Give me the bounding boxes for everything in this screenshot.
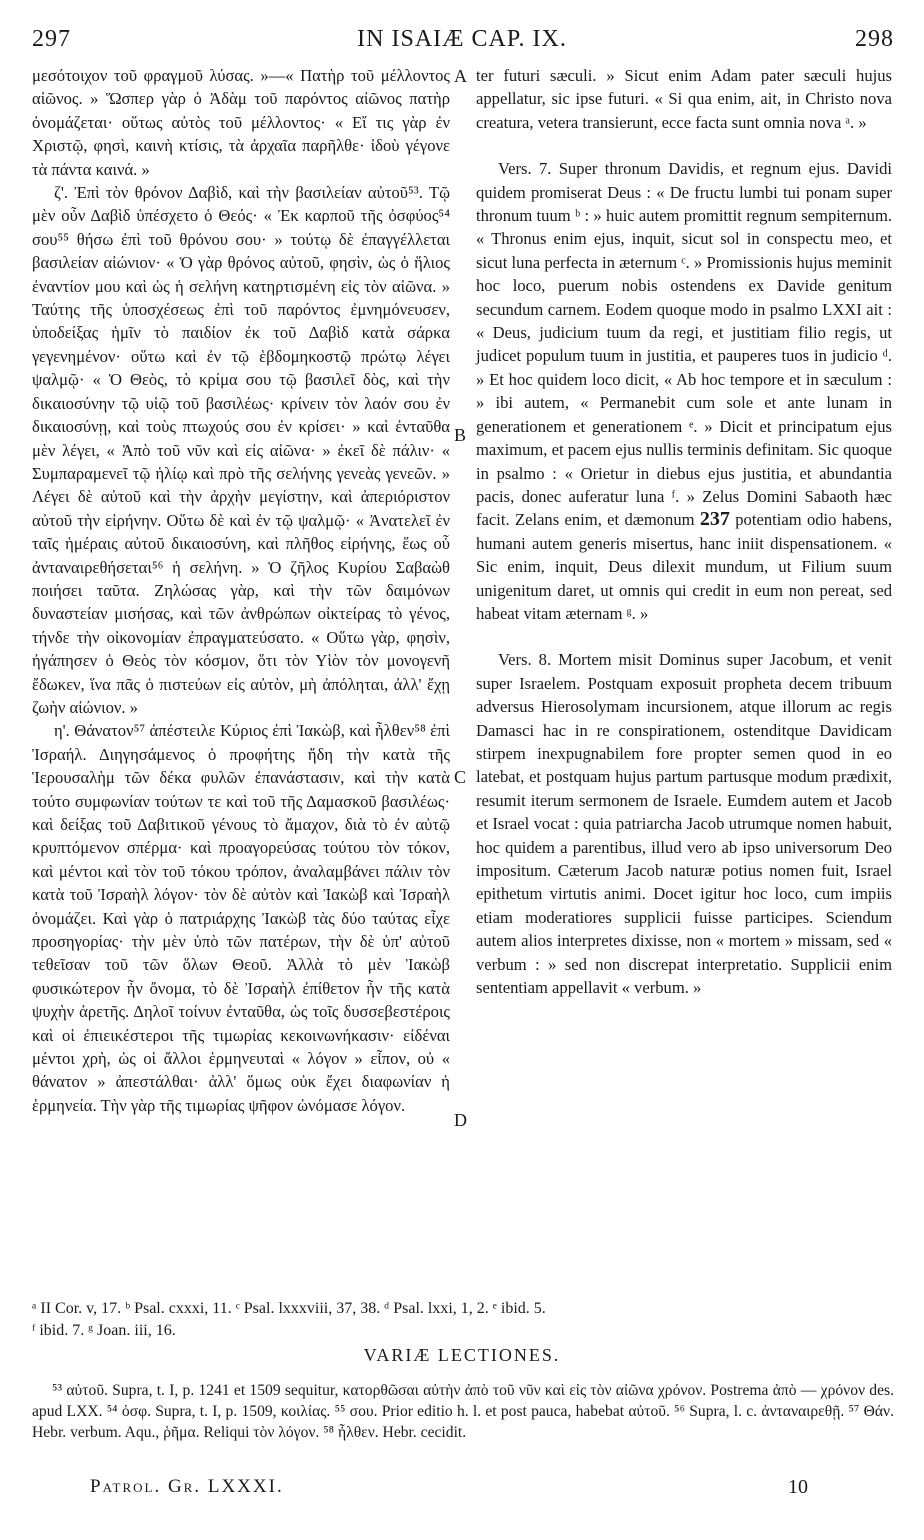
page-number-left: 297 (32, 26, 71, 52)
footer-sheet-number: 10 (788, 1476, 808, 1498)
footnote-line: ᵃ II Cor. v, 17. ᵇ Psal. cxxxi, 11. ᶜ Psal. lxxxviii, 37, 38. ᵈ Psal. lxxi, 1, 2. ᵉ ibid. 5. (32, 1300, 546, 1317)
latin-paragraph-vers7 (476, 157, 892, 625)
variae-text: ⁵³ αὐτοῦ. Supra, t. I, p. 1241 et 1509 sequitur, κατορθῶσαι αὐτὴν ἀπὸ τοῦ νῦν καὶ εἰς τὸν αἰῶνα χρόνον. Postrema ἀπὸ — χρόνον des. apud LXX. ⁵⁴ ὀσφ. Supra, t. I, p. 1509, κοιλίας. ⁵⁵ σου. Prior editio h. l. et post pauca, habebat αὐτοῦ. ⁵⁶ Supra, l. c. ἀνταναιρεθῇ. ⁵⁷ Θάν. Hebr. verbum. Aqu., ῥῆμα. Reliqui τὸν λόγον. ⁵⁸ ἦλθεν. Hebr. cecidit. (32, 1382, 894, 1441)
latin-column (476, 64, 892, 999)
margin-marker-c: C (454, 767, 467, 787)
greek-paragraph: ζ'. Ἐπὶ τὸν θρόνον Δαβὶδ, καὶ τὴν βασιλείαν αὐτοῦ⁵³. Τῷ μὲν οὖν Δαβὶδ ὑπέσχετο ὁ Θεός· « Ἐκ καρποῦ τῆς ὀσφύος⁵⁴ σου⁵⁵ θήσω ἐπὶ τοῦ θρόνου σου· » τούτῳ δὲ ἐπαγγέλλεται βασιλείαν αἰώνιον· « Ὁ γὰρ θρόνος αὐτοῦ, φησὶν, ὡς ὁ ἥλιος ἐναντίον μου καὶ ὡς ἡ σελήνη κατηρτισμένη εἰς τὸν αἰῶνα. » Ταύτης τῆς ὑποσχέσεως ἐπὶ τοῦ παρόντος ἐμνημόνευσεν, ὑποδείξας ἡμῖν τὸ παιδίον ἐκ τοῦ Δαβὶδ κατὰ σάρκα γεγενημένον· οὕτω καὶ ἐν τῷ ἑβδομηκοστῷ πρώτῳ λέγει ψαλμῷ· « Ὁ Θεὸς, τὸ κρίμα σου τῷ βασιλεῖ δὸς, καὶ τὴν δικαιοσύνην τῷ υἱῷ τοῦ βασιλέως· κρίνειν τὸν λαόν σου ἐν δικαιοσύνῃ, καὶ τοὺς πτωχούς σου ἐν κρίσει· » καὶ ἐνταῦθα μὲν λέγει, « Ἀπὸ τοῦ νῦν καὶ εἰς αἰῶνα· » ἐκεῖ δὲ πάλιν· « Συμπαραμενεῖ τῷ ἡλίῳ καὶ πρὸ τῆς σελήνης γενεὰς γενεῶν. » Λέγει δὲ αὐτοῦ καὶ τὴν ἀρχὴν μεγίστην, καὶ ἀπεριόριστον αὐτοῦ τὴν εἰρήνην. Οὕτω δὲ καὶ ἐν τῷ ψαλμῷ· « Ἀνατελεῖ ἐν ταῖς ἡμέραις αὐτοῦ δικαιοσύνη, καὶ πλῆθος εἰρήνης, ἕως οὗ ἀνταναιρεθήσεται⁵⁶ ἡ σελήνη. » Ὁ ζῆλος Κυρίου Σαβαὼθ ποιήσει ταῦτα. Ζηλώσας γὰρ, καὶ τὴν τῶν δαιμόνων δυναστείαν μισήσας, καὶ τῶν ἀνθρώπων οἰκτείρας τὸ γένος, τήνδε τὴν οἰκονομίαν ἐπραγματεύσατο. « Οὕτω γὰρ, φησὶν, ἠγάπησεν ὁ Θεὸς τὸν κόσμον, ὅτι τὸν Υἱὸν τὸν μονογενῆ ἔδωκεν, ἵνα πᾶς ὁ πιστεύων εἰς αὐτὸν, μὴ ἀπόληται, ἀλλ' ἔχῃ ζωὴν αἰώνιον. » (32, 183, 450, 717)
running-header (0, 8, 924, 54)
margin-marker-b: B (454, 425, 467, 445)
latin-paragraph: ter futuri sæculi. » Sicut enim Adam pater sæculi hujus appellatur, sic ipse futuri. « Si qua enim, ait, in Christo nova creatura, vetera transierunt, ecce facta sunt omnia nova ᵃ. » (476, 66, 892, 132)
greek-paragraph: η'. Θάνατον⁵⁷ ἀπέστειλε Κύριος ἐπὶ Ἰακὼβ, καὶ ἦλθεν⁵⁸ ἐπὶ Ἰσραήλ. Διηγησάμενος ὁ προφήτης ἤδη τὴν κατὰ τῆς Ἱερουσαλὴμ τῶν δέκα φυλῶν ἐπανάστασιν, καὶ τὴν κατὰ τούτο συμφωνίαν τούτων τε καὶ τοῦ τῆς Δαμασκοῦ βασιλέως· καὶ δείξας τοῦ Δαβιτικοῦ γένους τὸ ἄμαχον, διὰ τὸ ἐν αὐτῷ κρυπτόμενον σπέρμα· καὶ προαγορεύσας τούτου τὸν τόκον, καὶ μέντοι καὶ τὸν τοῦ τόκου τρόπον, ἀναλαμβάνει πάλιν τὸν κατὰ τοῦ Ἰσραὴλ λόγον· τὸν δὲ αὐτὸν καὶ Ἰακὼβ καὶ Ἰσραὴλ ὀνομάζει. Καὶ γὰρ ὁ πατριάρχης Ἰακὼβ τὰς δύο ταύτας εἶχε προσηγορίας· τὴν μὲν ὑπὸ τῶν πατέρων, τὴν δὲ ὑπ' αὐτοῦ τεθεῖσαν τοῦ τῶν ὅλων Θεοῦ. Ἀλλὰ τὸ μὲν Ἰακὼβ φυσικώτερον ἦν ὄνομα, τὸ δὲ Ἰσραὴλ ἐπίθετον ἦν τῆς κατὰ ψυχὴν ἀρετῆς. Δηλοῖ τοίνυν ἐνταῦθα, ὡς τοῖς δυσσεβεστέροις καὶ οἱ ἐπιεικέστεροι τῆς τιμωρίας κεκοινωνήκασιν· εἰδέναι μέντοι χρὴ, ὡς οἱ ἄλλοι ἑρμηνευταὶ « λόγον » εἶπον, οὐ « θάνατον » ἀπεστάλθαι· ἀλλ' ὅμως οὐκ ἔχει διαφωνίαν ἡ ἑρμηνεία. Τὴν γὰρ τῆς τιμωρίας ψῆφον ὠνόμασε λόγον. (32, 721, 450, 1115)
footnote-line: ᶠ ibid. 7. ᵍ Joan. iii, 16. (32, 1322, 176, 1339)
greek-paragraph: μεσότοιχον τοῦ φραγμοῦ λύσας. »—« Πατὴρ τοῦ μέλλοντος αἰῶνος. » Ὥσπερ γὰρ ὁ Ἀδὰμ τοῦ παρόντος αἰῶνος πατὴρ ὀνομάζεται· οὕτως αὐτὸς τοῦ μέλλοντος· « Εἴ τις γὰρ ἐν Χριστῷ, φησὶ, καινὴ κτίσις, τὰ ἀρχαῖα παρῆλθε· ἰδοὺ γέγονε τὰ πάντα καινά. » (32, 66, 450, 179)
variae-lectiones-title: VARIÆ LECTIONES. (363, 1345, 561, 1365)
margin-marker-a: A (454, 66, 467, 86)
column-number: 237 (699, 508, 730, 531)
page-footer (0, 1476, 924, 1504)
latin-text: potentiam odio habens, humani autem generis misertus, hanc iniit dispensationem. « Sic enim, inquit, Deus dilexit mundum, ut Filium suum unigenitum daret, ut omnis qui credit in eum non pereat, sed habeat vitam æternam ᵍ. » (476, 510, 893, 623)
footnotes (32, 1298, 894, 1342)
latin-paragraph: Vers. 8. Mortem misit Dominus super Jacobum, et venit super Israelem. Postquam exposuit propheta decem tribuum adversus Hierosolymam incursionem, atque illorum ac regis Damasci hac in re conspirationem, ostenditque Davidicam stirpem inexpugnabilem fore propter semen quod in eo latebat, et postquam hujus partum partusque modum prædixit, resumit iterum sermonem de Israele. Eumdem autem et Jacob et Israel vocat : quia patriarcha Jacob utrumque nomen habuit, hoc quidem a parentibus, illud vero ab ipso universorum Deo impositum. Cæterum Jacob naturæ potius nomen fuit, Israel epithetum virtutis animi. Docet igitur hoc loco, cum impiis etiam moderatiores supplicii fuisse participes. Sciendum autem alios interpretes dixisse, non « mortem » missam, sed « verbum : » sed non discrepat interpretatio. Supplicii enim sententiam appellavit « verbum. » (476, 650, 892, 998)
greek-column (32, 64, 450, 1117)
running-title: IN ISAIÆ CAP. IX. (357, 26, 567, 52)
page-number-right: 298 (855, 26, 894, 52)
variae-lectiones (32, 1380, 894, 1443)
footer-signature: Patrol. Gr. LXXXI. (90, 1476, 284, 1497)
latin-text: Vers. 7. Super thronum Davidis, et regnum ejus. Davidi quidem promiserat Deus : « De fructu lumbi tui ponam super thronum tuum ᵇ : » huic autem promittit regnum sempiternum. « Thronus enim ejus, inquit, sicut sol in conspectu meo, et sicut luna perfecta in æternum ᶜ. » Promissionis hujus meminit hoc loco, puerum nobis ostendens ex Davide genitum secundum carnem. Eodem quoque modo in psalmo LXXI ait : « Deus, judicium tuum da regi, et justitiam filio regis, ut judicet populum tuum in justitia, et pauperes tuos in judicio ᵈ. » Et hoc quidem loco dicit, « Ab hoc tempore et in sæculum : » ibi autem, « Permanebit cum sole et ante lunam in generationem et generationem ᵉ. » Dicit et principatum ejus maximum, et pacem ejus nullis terminis definitam. Sic quoque in psalmo : « Orietur in diebus ejus justitia, et abundantia pacis, donec auferatur luna ᶠ. » Zelus Domini Sabaoth hæc facit. Zelans enim, et dæmonum (476, 159, 892, 530)
margin-marker-d: D (454, 1110, 467, 1130)
